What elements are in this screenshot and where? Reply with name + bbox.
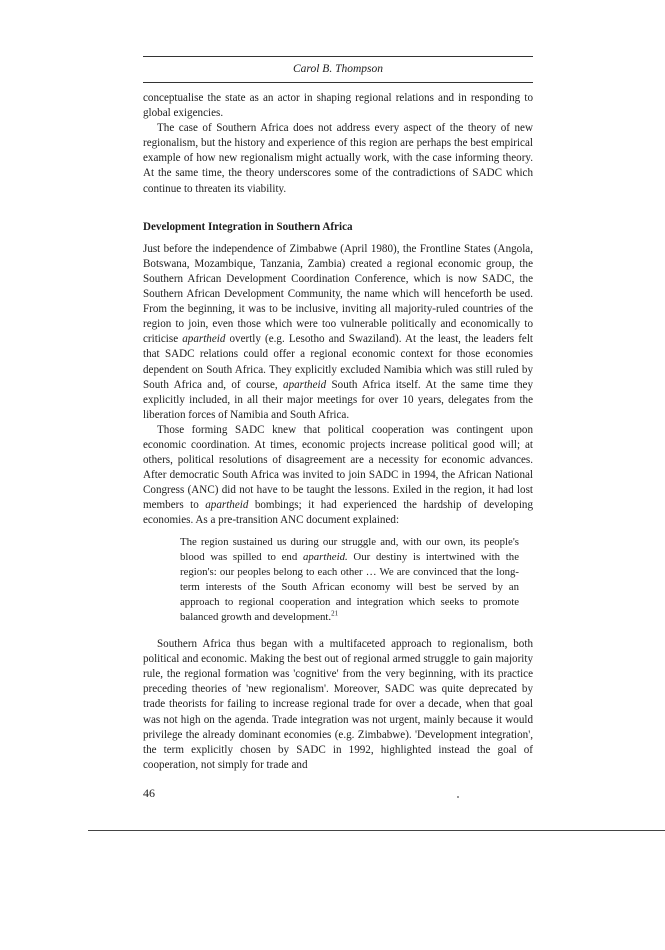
paragraph-3-text-c: South Africa itself. At the same time they explicitly included, in all their major meetings for over 10 years, delegates from the liberation forces of Namibia and South Africa. [143,378,533,421]
paragraph-3-text-b: overtly (e.g. Lesotho and Swaziland). At the least, the leaders felt that SADC relations could offer a regional economic context for those economies dependent on South Africa. They explicitly excluded Namibia which was still ruled by South Africa and, of course, [143,333,534,391]
paragraph-4-text-b: bombings; it had experienced the hardship of developing economies. As a pre-transition ANC document explained: [143,499,534,527]
page-body [143,91,533,773]
paragraph-1: conceptualise the state as an actor in shaping regional relations and in responding to global exigencies. [143,92,533,120]
block-quote [180,535,519,626]
paragraph-3 [143,242,533,423]
quote-emphasis: apartheid. [302,550,348,563]
paragraph-4-emphasis-1: apartheid [205,499,249,512]
header-top-rule [143,56,533,57]
paragraph-3-emphasis-1: apartheid [182,333,226,346]
running-head: Carol B. Thompson [293,63,383,75]
paragraph-2: The case of Southern Africa does not address every aspect of the theory of new regionalism, but the history and experience of this region are perhaps the best empirical example of how new regionalism might actually work, with the case informing theory. At the same time, the theory underscores some of the contradictions of SADC which continue to threaten its viability. [143,122,533,195]
paragraph-4 [143,423,533,529]
paragraph-3-emphasis-2: apartheid [283,378,327,391]
paragraph-5: Southern Africa thus began with a multifaceted approach to regionalism, both political and economic. Making the best out of regional armed struggle to gain majority rule, the regional formation was 'cognitive' from the very beginning, with its practice preceding theories of 'new regionalism'. Moreover, SADC was quite deprecated by trade theorists for failing to increase regional trade for over a decade, when that goal was not high on the agenda. Trade integration was not urgent, mainly because it would privilege the already dominant economies (e.g. Zimbabwe). 'Development integration', the term explicitly chosen by SADC in 1992, highlighted instead the goal of cooperation, not simply for trade and [143,638,533,771]
section-heading: Development Integration in Southern Africa [143,220,353,233]
header-bottom-rule [143,82,533,83]
scan-speck [457,796,459,798]
scan-edge-line [88,830,665,831]
quote-text-b: Our destiny is intertwined with the region's: our peoples belong to each other … We are convinced that the long-term interests of the South African economy will best be served by an approach to regional cooperation and integration which seeks to promote balanced growth and development. [180,550,519,623]
page-number: 46 [143,786,155,800]
paragraph-3-text-a: Just before the independence of Zimbabwe (April 1980), the Frontline States (Angola, Botswana, Mozambique, Tanzania, Zambia) created a regional economic group, the Southern African Development Coordination Conference, which is now SADC, the Southern African Development Community, the name which will henceforth be used. From the beginning, it was to be inclusive, inviting all majority-ruled countries of the region to join, even those which were too vulnerable politically and economically to criticise [143,242,533,346]
footnote-marker: 21 [331,609,339,618]
quote-text-a: The region sustained us during our struggle and, with our own, its people's blood was spilled to end [180,535,519,563]
paragraph-4-text-a: Those forming SADC knew that political cooperation was contingent upon economic coordination. At times, economic projects increase political good will; at others, political resolutions of disagreement are a necessity for economic advances. After democratic South Africa was invited to join SADC in 1994, the African National Congress (ANC) did not have to be taught the lessons. Exiled in the region, it had lost members to [143,423,533,512]
